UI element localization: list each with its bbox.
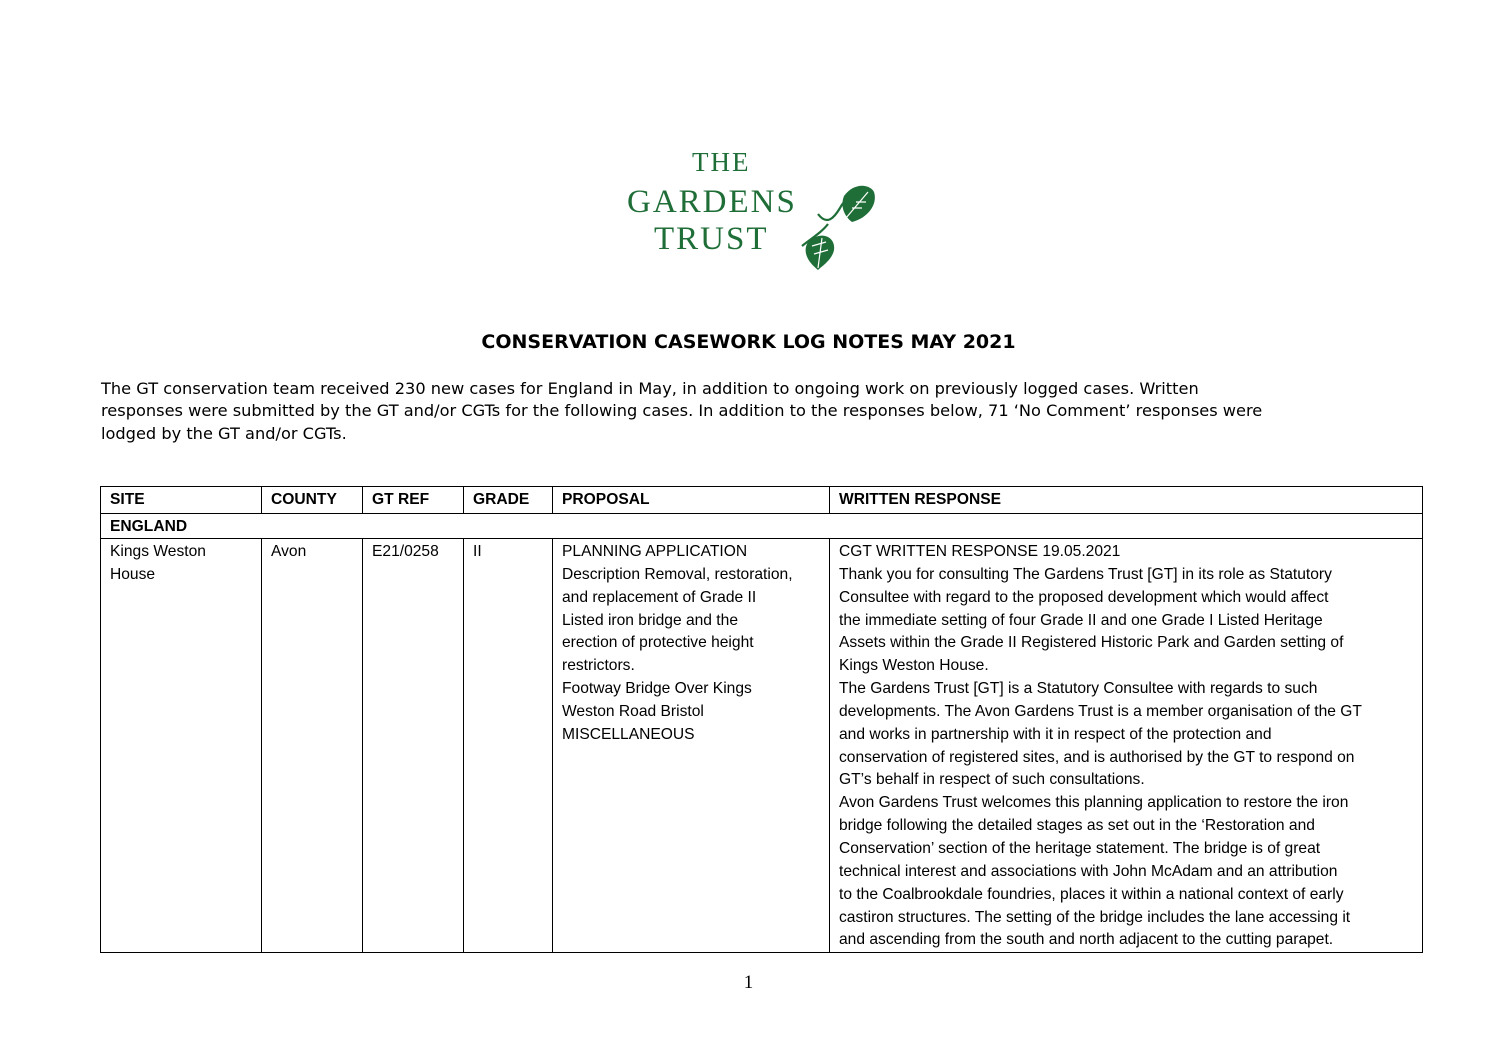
proposal-line: Weston Road Bristol	[562, 702, 704, 720]
response-line: castiron structures. The setting of the bridge includes the lane accessing it	[839, 908, 1351, 926]
response-line: the immediate setting of four Grade II and one Grade I Listed Heritage	[839, 611, 1323, 629]
table-header-row	[101, 487, 1423, 514]
response-line: technical interest and associations with John McAdam and an attribution	[839, 862, 1338, 880]
proposal-line: Footway Bridge Over Kings	[562, 680, 752, 698]
gardens-trust-logo	[622, 146, 880, 272]
response-line: Conservation’ section of the heritage statement. The bridge is of great	[839, 839, 1321, 857]
response-line: Consultee with regard to the proposed development which would affect	[839, 588, 1329, 606]
cell-written-response	[830, 539, 1423, 953]
response-line: to the Coalbrookdale foundries, places it within a national context of early	[839, 885, 1344, 903]
logo-line-the: THE	[692, 147, 751, 177]
response-line: GT’s behalf in respect of such consultations.	[839, 771, 1145, 789]
proposal-line: MISCELLANEOUS	[562, 725, 695, 743]
logo-line-trust: TRUST	[654, 221, 769, 257]
casework-table	[100, 486, 1423, 953]
header-county: COUNTY	[262, 487, 363, 514]
site-line: House	[110, 565, 156, 583]
proposal-line: erection of protective height	[562, 634, 754, 652]
response-line: and ascending from the south and north adjacent to the cutting parapet.	[839, 931, 1334, 949]
response-line: The Gardens Trust [GT] is a Statutory Consultee with regards to such	[839, 680, 1318, 698]
header-site: SITE	[101, 487, 262, 514]
section-row	[101, 514, 1423, 539]
proposal-line: restrictors.	[562, 657, 635, 675]
intro-line: lodged by the GT and/or CGTs.	[101, 423, 347, 443]
response-line: CGT WRITTEN RESPONSE 19.05.2021	[839, 543, 1121, 560]
response-line: Avon Gardens Trust welcomes this planning application to restore the iron	[839, 794, 1349, 812]
section-england: ENGLAND	[101, 514, 1423, 539]
intro-paragraph	[101, 378, 1421, 445]
proposal-line: PLANNING APPLICATION	[562, 543, 748, 560]
cell-county: Avon	[262, 539, 363, 953]
response-line: Kings Weston House.	[839, 657, 989, 675]
cell-site	[101, 539, 262, 953]
response-line: developments. The Avon Gardens Trust is a member organisation of the GT	[839, 702, 1362, 720]
header-proposal: PROPOSAL	[553, 487, 830, 514]
cell-gt-ref: E21/0258	[363, 539, 464, 953]
response-line: conservation of registered sites, and is authorised by the GT to respond on	[839, 748, 1355, 766]
response-line: Thank you for consulting The Gardens Trust [GT] in its role as Statutory	[839, 565, 1332, 583]
intro-line: The GT conservation team received 230 new cases for England in May, in addition to ongoing work on previously logged cases. Written	[101, 379, 1199, 398]
response-line: and works in partnership with it in respect of the protection and	[839, 725, 1272, 743]
document-title: CONSERVATION CASEWORK LOG NOTES MAY 2021	[481, 331, 1016, 353]
response-line: bridge following the detailed stages as set out in the ‘Restoration and	[839, 817, 1315, 835]
proposal-line: Description Removal, restoration,	[562, 565, 793, 583]
proposal-line: and replacement of Grade II	[562, 588, 757, 606]
intro-line: responses were submitted by the GT and/or CGTs for the following cases. In addition to the responses below, 71 ‘No Comment’ responses were	[101, 401, 1263, 421]
page-number: 1	[743, 972, 754, 993]
site-line: Kings Weston	[110, 543, 206, 560]
header-written-response: WRITTEN RESPONSE	[830, 487, 1423, 514]
cell-proposal	[553, 539, 830, 953]
header-grade: GRADE	[464, 487, 553, 514]
table-row	[101, 539, 1423, 953]
header-gt-ref: GT REF	[363, 487, 464, 514]
proposal-line: Listed iron bridge and the	[562, 611, 738, 629]
logo-line-gardens: GARDENS	[627, 184, 797, 220]
birch-leaf-icon	[802, 186, 875, 270]
cell-grade: II	[464, 539, 553, 953]
response-line: Assets within the Grade II Registered Historic Park and Garden setting of	[839, 634, 1344, 652]
